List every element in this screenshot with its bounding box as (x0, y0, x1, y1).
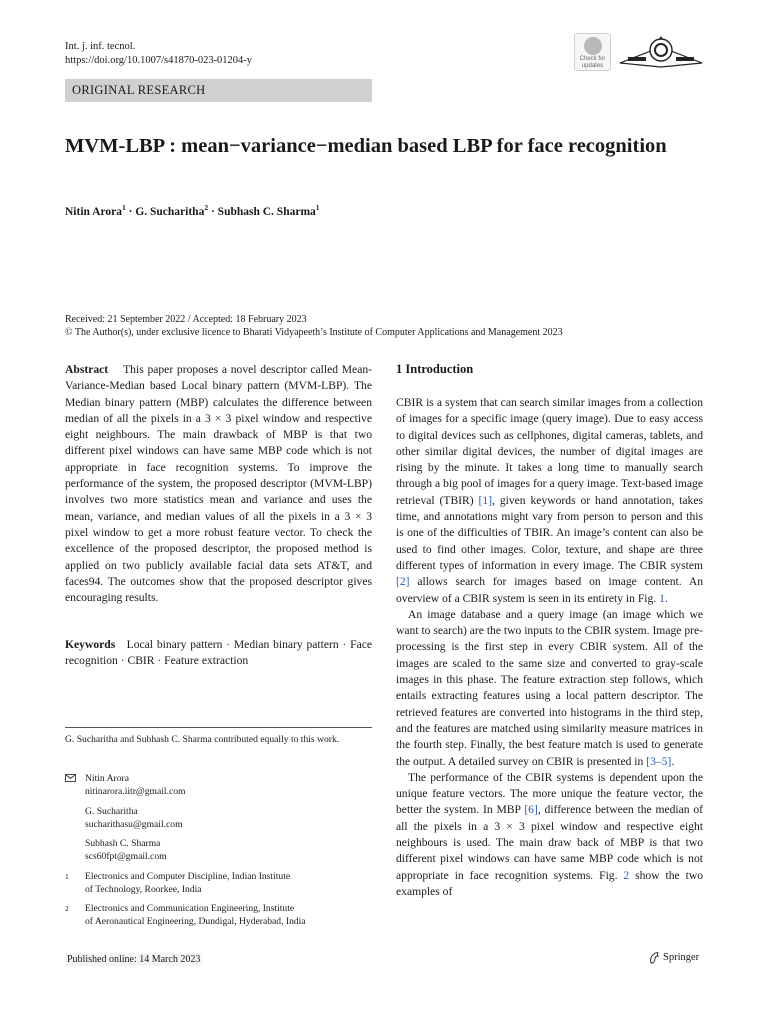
author-affil-ref: 1 (121, 203, 126, 212)
publisher-mark (648, 951, 699, 964)
contact-entry (65, 805, 365, 831)
doi-link[interactable]: https://doi.org/10.1007/s41870-023-01204-y (65, 55, 253, 66)
author-name[interactable]: Subhash C. Sharma (217, 205, 316, 218)
affiliation-line: Electronics and Communication Engineering, Institute (85, 903, 295, 914)
article-history (65, 313, 725, 339)
check-updates-line1: Check for (579, 56, 606, 62)
paper-title: MVM-LBP : mean−variance−median based LBP for face recognition (65, 135, 667, 157)
abstract-text: This paper proposes a novel descriptor called Mean-Variance-Median based Local binary pattern (MVM-LBP). The Median binary pattern (MBP) calculates the difference between median of all the pixels in a 3 × 3 pixel window and respective eight neighbours. The main drawback of MBP is that two different pixel windows can have same MBP code which is not appropriate in face recognition systems. To improve the performance of the system, the proposed descriptor (MVM-LBP) involves two more statistics mean and variance and uses the mean, variance, and median values of all the pixels in a 3 × 3 pixel window to get a more robust feature vector. To check the excellence of the proposed descriptor, the proposed method is applied on two publicly available facial data sets AT&T, and faces94. The outcomes show that the proposed descriptor gives encouraging results. (65, 363, 373, 605)
abstract-heading: Abstract (65, 363, 109, 376)
author-separator: · (208, 205, 218, 218)
journal-info (65, 40, 252, 68)
contact-name: G. Sucharitha (85, 806, 138, 817)
keywords-heading: Keywords (65, 638, 116, 651)
affiliation-number: 2 (65, 904, 69, 913)
intro-paragraph-1 (396, 395, 703, 607)
affiliation-line: of Technology, Roorkee, India (85, 884, 202, 895)
figure-link[interactable]: 2 (623, 868, 630, 882)
footnote-divider (65, 727, 372, 728)
author-name[interactable]: G. Sucharitha (135, 205, 205, 218)
keywords-block (65, 637, 372, 670)
paragraph-text: . (671, 754, 675, 768)
intro-paragraph-2 (396, 607, 703, 770)
paragraph-text: The performance of the CBIR systems is dependent upon the unique feature vectors. The more unique the feature vector, the better the system. In MBP (396, 770, 703, 817)
paragraph-text: An image database and a query image (an image which we want to search) are the two inputs to the CBIR system. Image pre-processing is the first step in every CBIR system. All of the images are scaled to the same size and converted to gray-scale images in this phase. The feature extraction step follows, which entails extracting features using a local pattern descriptor. The retrieved features are converted into histograms in the third step, and the features are matched using similarity measure matrices in the fourth step. Finally, the best feature match is used to generate the output. A detailed survey on CBIR is presented in (396, 607, 703, 768)
contact-email[interactable]: nitinarora.iitr@gmail.com (85, 786, 186, 797)
affiliation-1 (65, 870, 365, 896)
author-affil-ref: 1 (315, 203, 320, 212)
abstract-block (65, 362, 372, 606)
keywords-text: Local binary pattern · Median binary pattern · Face recognition · CBIR · Feature extraction (65, 638, 373, 668)
paragraph-text: show the two examples of (396, 868, 703, 898)
affiliation-number: 1 (65, 872, 69, 881)
author-list (65, 203, 320, 218)
figure-link[interactable]: 1 (659, 591, 665, 605)
contact-name: Nitin Arora (85, 773, 129, 784)
contact-name: Subhash C. Sharma (85, 838, 161, 849)
paragraph-text: . (664, 591, 668, 605)
contribution-note: G. Sucharitha and Subhash C. Sharma contributed equally to this work. (65, 734, 340, 745)
introduction-body (396, 395, 703, 900)
check-updates-icon (584, 37, 602, 55)
paragraph-text: , given keywords or hand annotation, takes time, and annotations might vary from person to person and this is one of the difficulties of TBIR. An image’s content can also be used to find other images. Color, texture, and shape are three different types of information in every image. The CBIR system (396, 493, 703, 572)
affiliation-2 (65, 902, 365, 928)
author-affil-ref: 2 (204, 203, 209, 212)
institute-logo (618, 33, 704, 71)
corresponding-author (65, 772, 365, 798)
contact-entry (65, 837, 365, 863)
paragraph-text: CBIR is a system that can search similar images from a collection of images for a specific image (query image). Due to easy access to digital devices such as cellphones, digital cameras, tablets, and other similar digital devices, the number of digital images are rising by the minute. It takes a long time to manually search through a big pool of images for a query image. Text-based image retrieval (TBIR) (396, 396, 703, 507)
affiliation-line: Electronics and Computer Discipline, Indian Institute (85, 871, 291, 882)
citation-link[interactable]: [6] (524, 803, 538, 817)
journal-name: Int. j. inf. tecnol. (65, 41, 136, 52)
copyright-line: © The Author(s), under exclusive licence to Bharati Vidyapeeth’s Institute of Computer Applications and Management 2023 (65, 327, 563, 338)
check-updates-line2: updates (581, 62, 604, 69)
citation-link[interactable]: [3–5] (646, 754, 672, 768)
publisher-name: Springer (663, 952, 700, 963)
paragraph-text: , difference between the median of all the pixels in a 3 × 3 pixel window and respective eight neighbours is used. The main draw back of MBP is that two different pixel windows can have same MBP code which is not appropriate in face recognition systems. Fig. (396, 803, 704, 882)
springer-horse-icon (648, 951, 660, 964)
published-date: Published online: 14 March 2023 (67, 954, 201, 965)
author-separator: · (125, 205, 136, 218)
affiliation-line: of Aeronautical Engineering, Dundigal, Hyderabad, India (85, 916, 306, 927)
article-type-banner: ORIGINAL RESEARCH (65, 79, 372, 102)
author-name[interactable]: Nitin Arora (65, 205, 122, 218)
contact-email[interactable]: scs60fpt@gmail.com (85, 851, 167, 862)
intro-paragraph-3 (396, 770, 703, 900)
envelope-icon (65, 774, 76, 782)
received-accepted-dates: Received: 21 September 2022 / Accepted: 18 February 2023 (65, 314, 307, 325)
check-for-updates-badge[interactable] (574, 33, 611, 71)
citation-link[interactable]: [2] (396, 575, 410, 589)
paragraph-text: allows search for images based on image content. An overview of a CBIR system is seen in its entirety in Fig. (396, 575, 703, 605)
citation-link[interactable]: [1] (478, 493, 493, 507)
contact-email[interactable]: sucharithasu@gmail.com (85, 819, 183, 830)
introduction-heading: 1 Introduction (396, 362, 474, 376)
